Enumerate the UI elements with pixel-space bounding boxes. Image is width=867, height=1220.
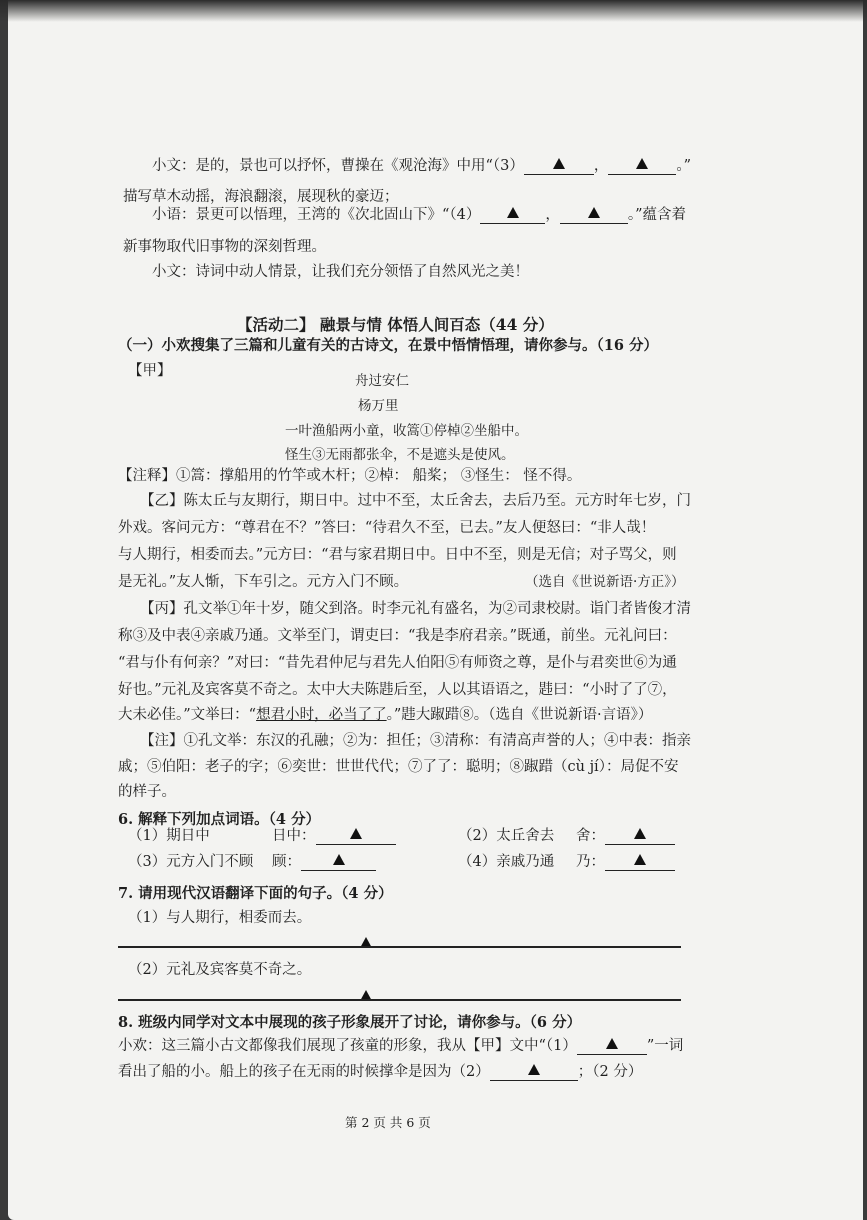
q6-item-2 xyxy=(458,826,554,846)
passage-yi-line-2: 外戏。客问元方：“尊君在不？”答曰：“待君久不至，已去。”友人便怒曰：“非人哉！ xyxy=(118,520,656,536)
q6-item-4 xyxy=(458,852,554,872)
answer-blank[interactable] xyxy=(605,826,675,845)
intro-text: ， xyxy=(593,158,609,174)
q6-item-key: 顾： xyxy=(272,854,301,870)
activity-subtitle: （一）小欢搜集了三篇和儿童有关的古诗文，在景中悟情悟理，请你参与。（16 分） xyxy=(118,337,658,354)
intro-line-3 xyxy=(152,205,686,225)
answer-blank[interactable] xyxy=(605,852,675,871)
bing-text: 大未必佳。”文举曰：“ xyxy=(118,707,257,723)
triangle-marker-icon xyxy=(634,854,646,865)
triangle-marker-icon xyxy=(507,207,519,218)
answer-blank[interactable] xyxy=(524,156,594,175)
passage-yi-line-1: 【乙】陈太丘与友期行，期日中。过中不至，太丘舍去，去后乃至。元方时年七岁，门 xyxy=(140,493,691,509)
passage-label-jia: 【甲】 xyxy=(128,363,172,379)
activity-title: 【活动二】 融景与情 体悟人间百态（44 分） xyxy=(237,315,554,334)
triangle-marker-icon xyxy=(606,1038,618,1049)
q6-item-label: （4）亲戚乃通 xyxy=(458,854,555,870)
q8-text: ；（2 分） xyxy=(577,1064,643,1080)
q6-item-key: 日中： xyxy=(272,828,316,844)
q6-item-1 xyxy=(128,826,210,846)
passage-bing-line-5 xyxy=(118,705,652,725)
triangle-marker-icon xyxy=(360,934,372,953)
bing-note-line-1: 【注】①孔文举：东汉的孔融；②为：担任；③清称：有清高声誉的人；④中表：指亲 xyxy=(140,733,691,749)
q6-item-2-answer xyxy=(576,826,675,846)
answer-line[interactable] xyxy=(118,999,681,1001)
question-7-title: 7. 请用现代汉语翻译下面的句子。（4 分） xyxy=(118,885,393,902)
page-footer: 第 2 页 共 6 页 xyxy=(345,1115,431,1130)
poem-line-2: 怪生③无雨都张伞，不是遮头是使风。 xyxy=(285,447,515,463)
question-6-title: 6. 解释下列加点词语。（4 分） xyxy=(118,811,321,828)
intro-line-2: 描写草木动摇，海浪翻滚，展现秋的豪迈； xyxy=(123,189,399,205)
triangle-marker-icon xyxy=(350,828,362,839)
poem-notes: 【注释】①篙：撑船用的竹竿或木杆；②棹： 船桨； ③怪生： 怪不得。 xyxy=(118,468,582,484)
answer-blank[interactable] xyxy=(577,1036,647,1055)
q7-item-2: （2）元礼及宾客莫不奇之。 xyxy=(128,962,312,978)
passage-yi-source: （选自《世说新语·方正》） xyxy=(525,574,685,590)
passage-yi-line-4: 是无礼。”友人惭，下车引之。元方入门不顾。 xyxy=(118,574,409,590)
q6-item-label: （2）太丘舍去 xyxy=(458,828,555,844)
intro-text: 。” xyxy=(676,158,692,174)
intro-text: 小语：景更可以悟理，王湾的《次北固山下》“（4） xyxy=(152,207,481,223)
q6-item-1-answer xyxy=(272,826,396,846)
triangle-marker-icon xyxy=(553,158,565,169)
q6-item-key: 乃： xyxy=(576,854,605,870)
answer-blank[interactable] xyxy=(480,205,545,224)
answer-blank[interactable] xyxy=(608,156,676,175)
q8-text: 看出了船的小。船上的孩子在无雨的时候撑伞是因为（2） xyxy=(118,1064,490,1080)
answer-blank[interactable] xyxy=(301,852,376,871)
q6-item-4-answer xyxy=(576,852,675,872)
answer-blank[interactable] xyxy=(316,826,396,845)
bing-note-line-3: 的样子。 xyxy=(118,784,176,800)
intro-text: 小文：是的，景也可以抒怀，曹操在《观沧海》中用“（3） xyxy=(152,158,524,174)
q6-item-label: （3）元方入门不顾 xyxy=(128,854,254,870)
triangle-marker-icon xyxy=(333,854,345,865)
passage-bing-line-1: 【丙】孔文举①年十岁，随父到洛。时李元礼有盛名，为②司隶校尉。诣门者皆俊才清 xyxy=(140,601,691,617)
passage-bing-line-3: “君与仆有何亲？”对曰：“昔先君仲尼与君先人伯阳⑤有师资之尊，是仆与君奕世⑥为通 xyxy=(118,655,677,671)
scan-shadow xyxy=(0,0,867,22)
q6-item-3-answer xyxy=(272,852,376,872)
question-8-title: 8. 班级内同学对文本中展现的孩子形象展开了讨论，请你参与。（6 分） xyxy=(118,1014,582,1031)
q7-item-1: （1）与人期行，相委而去。 xyxy=(128,910,312,926)
passage-yi-line-3: 与人期行，相委而去。”元方曰：“君与家君期日中。日中不至，则是无信；对子骂父，则 xyxy=(118,547,677,563)
answer-line[interactable] xyxy=(118,946,681,948)
intro-text: 。”蕴含着 xyxy=(627,207,687,223)
triangle-marker-icon xyxy=(636,158,648,169)
triangle-marker-icon xyxy=(634,828,646,839)
intro-line-1 xyxy=(152,156,691,176)
q6-item-key: 舍： xyxy=(576,828,605,844)
intro-line-5: 小文：诗词中动人情景，让我们充分领悟了自然风光之美！ xyxy=(152,264,529,280)
answer-blank[interactable] xyxy=(560,205,628,224)
poem-title: 舟过安仁 xyxy=(355,373,409,389)
q8-line-2 xyxy=(118,1062,642,1082)
q6-item-label: （1）期日中 xyxy=(128,828,210,844)
triangle-marker-icon xyxy=(588,207,600,218)
bing-note-line-2: 戚；⑤伯阳：老子的字；⑥奕世：世世代代；⑦了了：聪明；⑧踧踖（cù jí）：局促不安 xyxy=(118,759,679,775)
poem-author: 杨万里 xyxy=(358,398,399,414)
q8-text: 小欢：这三篇小古文都像我们展现了孩童的形象，我从【甲】文中“（1） xyxy=(118,1038,577,1054)
q8-text: ”一词 xyxy=(646,1038,684,1054)
q6-item-3 xyxy=(128,852,253,872)
intro-text: ， xyxy=(545,207,560,223)
passage-bing-line-4: 好也。”元礼及宾客莫不奇之。太中大夫陈韪后至，人以其语语之，韪曰：“小时了了⑦， xyxy=(118,682,677,698)
triangle-marker-icon xyxy=(360,987,372,1006)
q8-line-1 xyxy=(118,1036,683,1056)
bing-text: 。”韪大踧踖⑧。（选自《世说新语·言语》） xyxy=(386,707,653,723)
triangle-marker-icon xyxy=(528,1064,540,1075)
intro-line-4: 新事物取代旧事物的深刻哲理。 xyxy=(123,239,326,255)
poem-line-1: 一叶渔船两小童，收篙①停棹②坐船中。 xyxy=(285,423,528,439)
underlined-sentence: 想君小时，必当了了 xyxy=(256,707,387,723)
answer-blank[interactable] xyxy=(490,1062,578,1081)
passage-bing-line-2: 称③及中表④亲戚乃通。文举至门，谓吏曰：“我是李府君亲。”既通，前坐。元礼问曰： xyxy=(118,628,677,644)
